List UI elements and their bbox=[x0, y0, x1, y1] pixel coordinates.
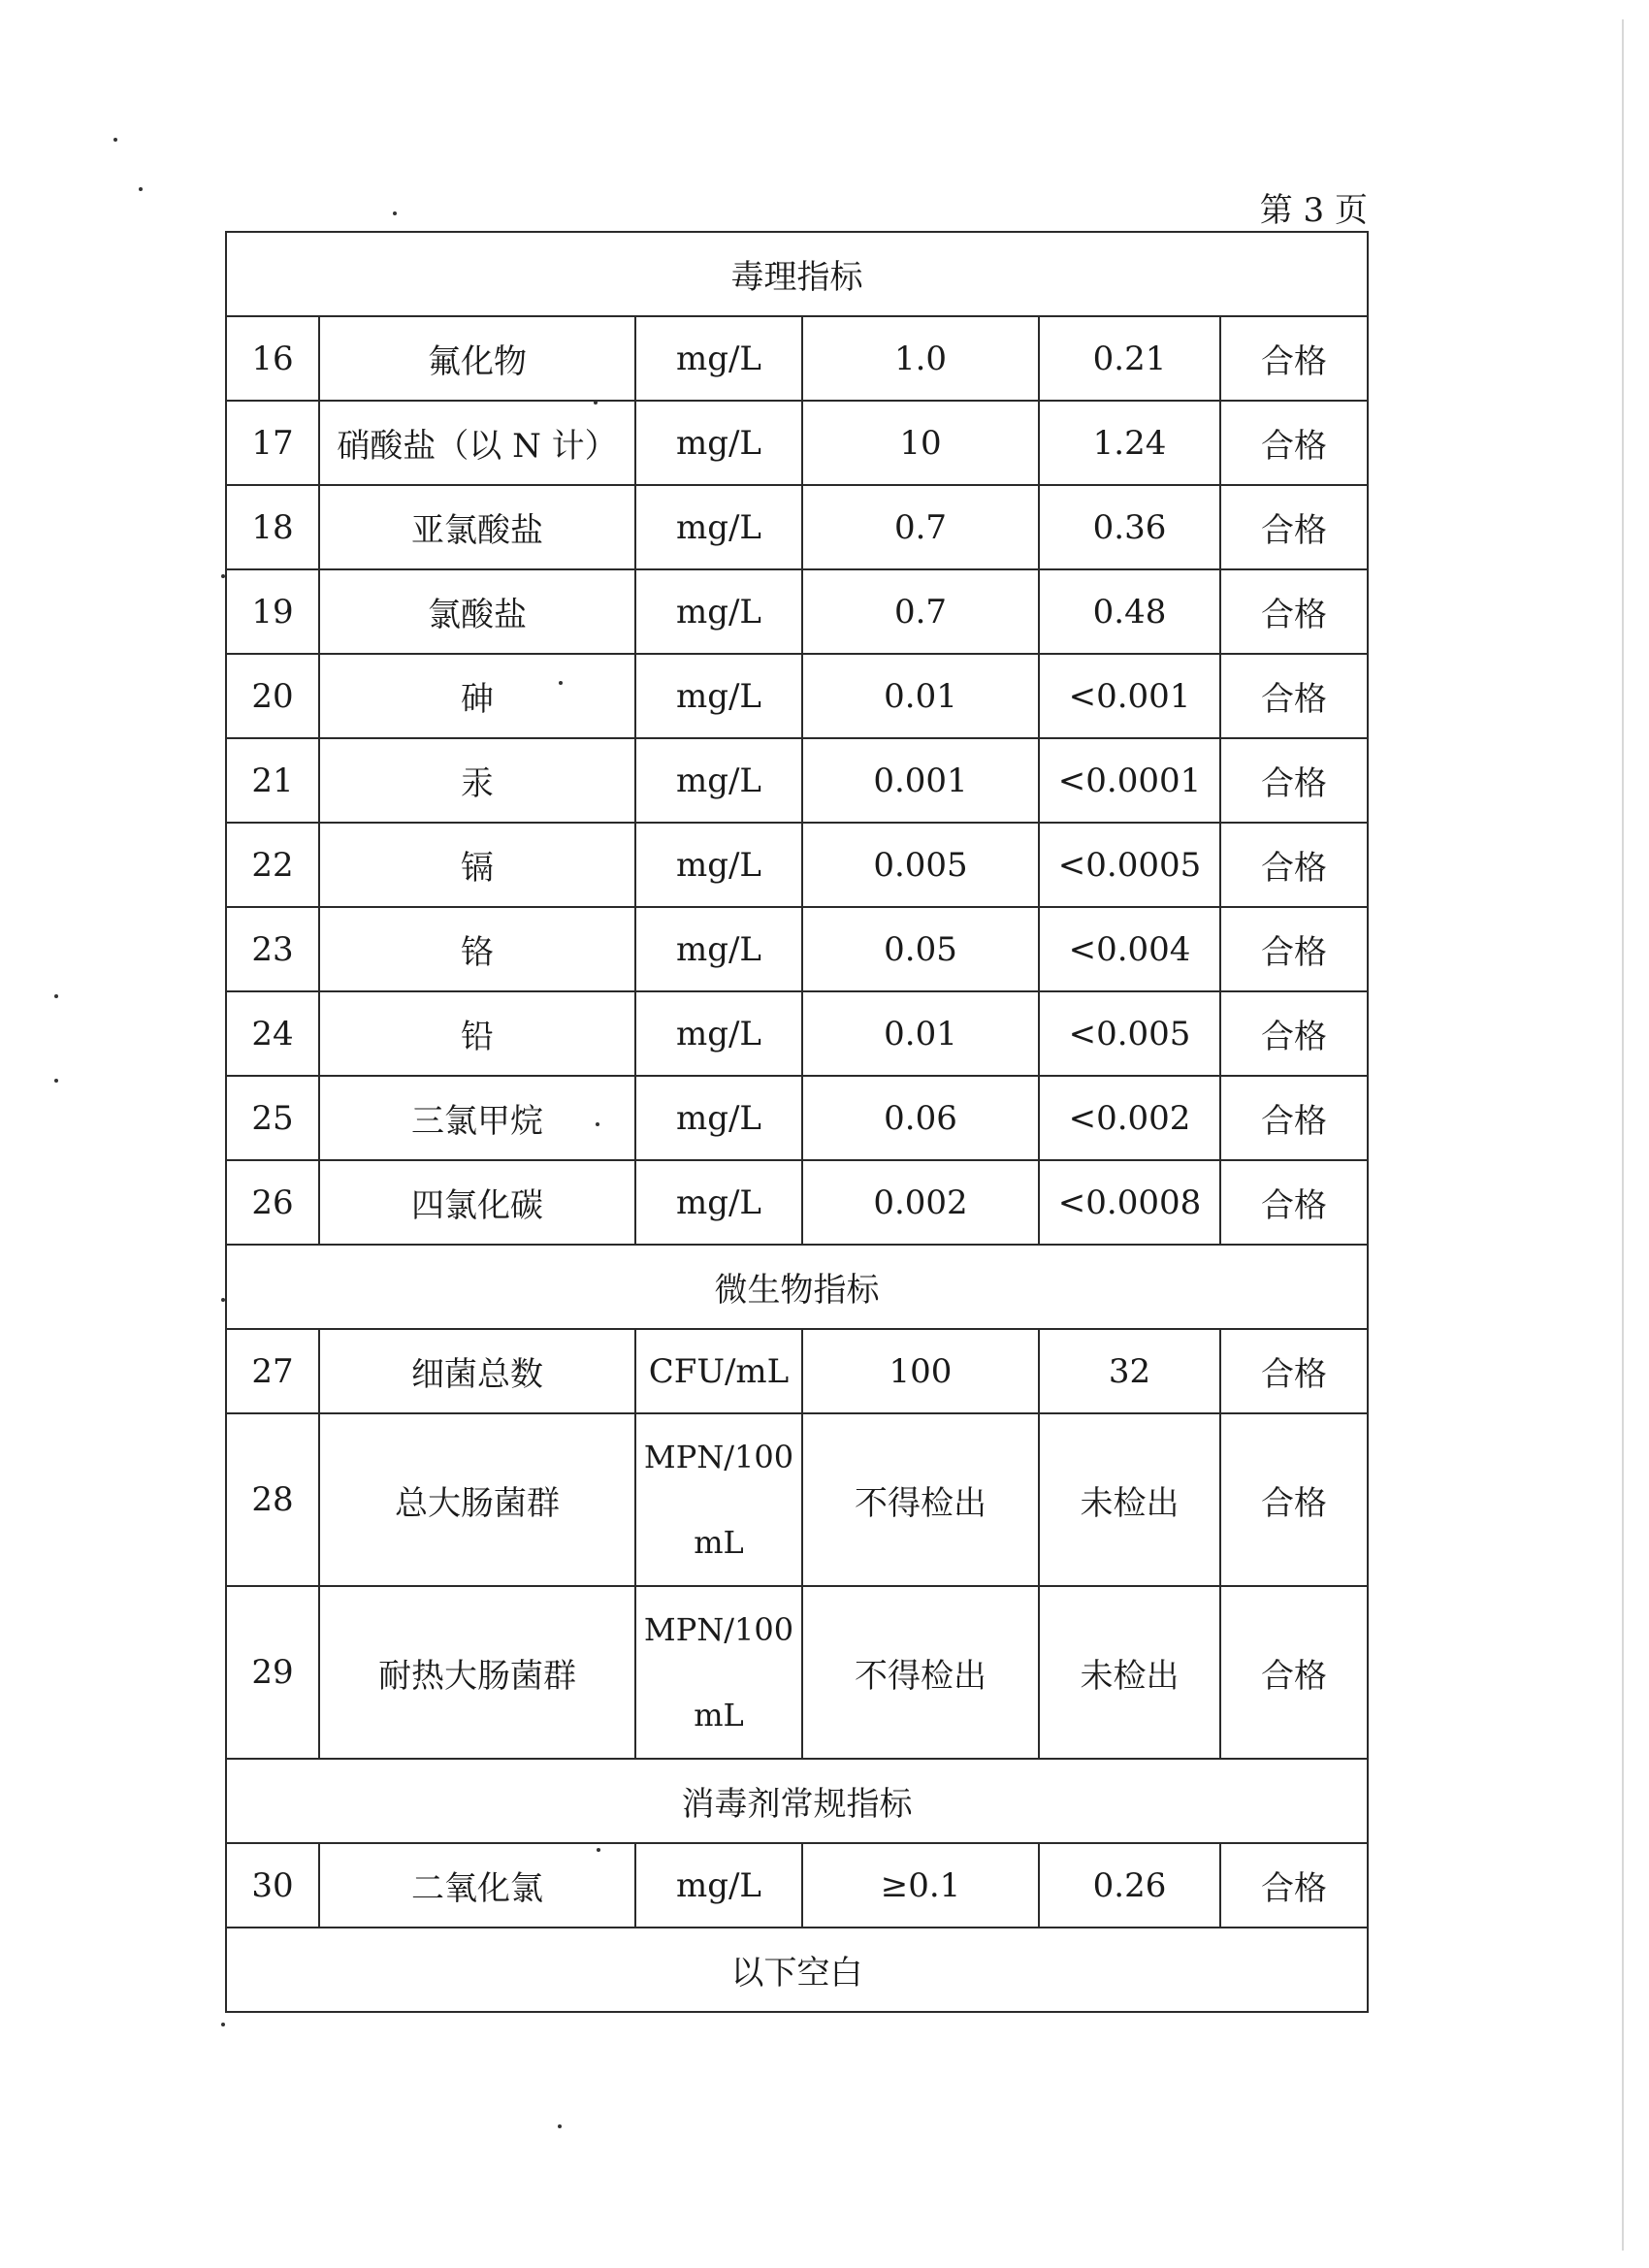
cell-result: <0.005 bbox=[1039, 991, 1220, 1076]
table-body bbox=[226, 232, 1368, 2012]
cell-unit: mg/L bbox=[635, 1076, 802, 1160]
cell-limit: 0.7 bbox=[802, 569, 1039, 654]
cell-result: <0.004 bbox=[1039, 907, 1220, 991]
cell-verdict: 合格 bbox=[1220, 569, 1368, 654]
cell-limit: 0.001 bbox=[802, 738, 1039, 823]
cell-result: 0.48 bbox=[1039, 569, 1220, 654]
scan-speck bbox=[54, 1079, 58, 1083]
cell-limit: 1.0 bbox=[802, 316, 1039, 401]
cell-no: 24 bbox=[226, 991, 319, 1076]
cell-item: 铬 bbox=[319, 907, 635, 991]
cell-result: <0.0008 bbox=[1039, 1160, 1220, 1245]
scan-speck bbox=[221, 1298, 225, 1302]
cell-no: 19 bbox=[226, 569, 319, 654]
table-row bbox=[226, 1076, 1368, 1160]
cell-no: 17 bbox=[226, 401, 319, 485]
cell-verdict: 合格 bbox=[1220, 401, 1368, 485]
cell-no: 21 bbox=[226, 738, 319, 823]
table-row bbox=[226, 991, 1368, 1076]
table-row bbox=[226, 1413, 1368, 1586]
table-row bbox=[226, 1843, 1368, 1928]
table-row bbox=[226, 569, 1368, 654]
table-row bbox=[226, 654, 1368, 738]
table-row bbox=[226, 401, 1368, 485]
cell-result: <0.0001 bbox=[1039, 738, 1220, 823]
cell-item: 氟化物 bbox=[319, 316, 635, 401]
cell-result: <0.002 bbox=[1039, 1076, 1220, 1160]
cell-limit: 0.002 bbox=[802, 1160, 1039, 1245]
cell-verdict: 合格 bbox=[1220, 1843, 1368, 1928]
cell-unit: mg/L bbox=[635, 1160, 802, 1245]
table-row bbox=[226, 485, 1368, 569]
cell-no: 18 bbox=[226, 485, 319, 569]
section-header-row bbox=[226, 1245, 1368, 1329]
cell-item: 硝酸盐（以 N 计） bbox=[319, 401, 635, 485]
scan-speck bbox=[221, 574, 225, 578]
cell-item: 耐热大肠菌群 bbox=[319, 1586, 635, 1759]
cell-unit: mg/L bbox=[635, 907, 802, 991]
cell-item: 四氯化碳 bbox=[319, 1160, 635, 1245]
cell-unit: mg/L bbox=[635, 316, 802, 401]
cell-limit: 10 bbox=[802, 401, 1039, 485]
scan-speck bbox=[139, 187, 143, 191]
cell-item: 细菌总数 bbox=[319, 1329, 635, 1413]
cell-item: 三氯甲烷 bbox=[319, 1076, 635, 1160]
scan-speck bbox=[113, 138, 117, 142]
scan-speck bbox=[597, 1848, 600, 1852]
cell-result: 0.21 bbox=[1039, 316, 1220, 401]
cell-limit: ≥0.1 bbox=[802, 1843, 1039, 1928]
cell-result: 0.36 bbox=[1039, 485, 1220, 569]
cell-result: 未检出 bbox=[1039, 1586, 1220, 1759]
table-row bbox=[226, 738, 1368, 823]
scan-speck bbox=[594, 401, 598, 405]
cell-no: 29 bbox=[226, 1586, 319, 1759]
cell-limit: 不得检出 bbox=[802, 1413, 1039, 1586]
table-row bbox=[226, 1329, 1368, 1413]
scan-speck bbox=[221, 2023, 225, 2026]
cell-item: 二氧化氯 bbox=[319, 1843, 635, 1928]
cell-verdict: 合格 bbox=[1220, 485, 1368, 569]
cell-unit: mg/L bbox=[635, 738, 802, 823]
cell-no: 25 bbox=[226, 1076, 319, 1160]
cell-verdict: 合格 bbox=[1220, 316, 1368, 401]
cell-no: 28 bbox=[226, 1413, 319, 1586]
cell-limit: 0.06 bbox=[802, 1076, 1039, 1160]
cell-unit: mg/L bbox=[635, 1843, 802, 1928]
section-header-row bbox=[226, 1759, 1368, 1843]
table-row bbox=[226, 1586, 1368, 1759]
cell-item: 汞 bbox=[319, 738, 635, 823]
cell-limit: 0.01 bbox=[802, 654, 1039, 738]
cell-unit: MPN/100 mL bbox=[635, 1413, 802, 1586]
section-title: 毒理指标 bbox=[226, 232, 1368, 316]
test-results-table bbox=[225, 231, 1369, 2013]
footer-row bbox=[226, 1928, 1368, 2012]
scan-speck bbox=[54, 994, 58, 998]
page-number: 第 3 页 bbox=[1259, 191, 1368, 230]
cell-no: 16 bbox=[226, 316, 319, 401]
cell-verdict: 合格 bbox=[1220, 823, 1368, 907]
page-edge-shadow bbox=[1622, 19, 1624, 2251]
blank-below-note: 以下空白 bbox=[226, 1928, 1368, 2012]
section-title: 微生物指标 bbox=[226, 1245, 1368, 1329]
cell-unit: CFU/mL bbox=[635, 1329, 802, 1413]
cell-verdict: 合格 bbox=[1220, 907, 1368, 991]
section-header-row bbox=[226, 232, 1368, 316]
cell-verdict: 合格 bbox=[1220, 1329, 1368, 1413]
cell-no: 23 bbox=[226, 907, 319, 991]
cell-item: 氯酸盐 bbox=[319, 569, 635, 654]
cell-result: <0.001 bbox=[1039, 654, 1220, 738]
cell-verdict: 合格 bbox=[1220, 991, 1368, 1076]
cell-unit: mg/L bbox=[635, 654, 802, 738]
cell-limit: 0.05 bbox=[802, 907, 1039, 991]
cell-verdict: 合格 bbox=[1220, 738, 1368, 823]
cell-result: 0.26 bbox=[1039, 1843, 1220, 1928]
table-row bbox=[226, 1160, 1368, 1245]
cell-verdict: 合格 bbox=[1220, 1160, 1368, 1245]
cell-limit: 0.01 bbox=[802, 991, 1039, 1076]
cell-unit: mg/L bbox=[635, 991, 802, 1076]
cell-limit: 100 bbox=[802, 1329, 1039, 1413]
cell-item: 总大肠菌群 bbox=[319, 1413, 635, 1586]
cell-verdict: 合格 bbox=[1220, 1413, 1368, 1586]
cell-no: 27 bbox=[226, 1329, 319, 1413]
cell-limit: 0.005 bbox=[802, 823, 1039, 907]
cell-unit: mg/L bbox=[635, 401, 802, 485]
cell-unit: MPN/100 mL bbox=[635, 1586, 802, 1759]
cell-result: 1.24 bbox=[1039, 401, 1220, 485]
cell-unit: mg/L bbox=[635, 823, 802, 907]
cell-no: 26 bbox=[226, 1160, 319, 1245]
cell-item: 砷 bbox=[319, 654, 635, 738]
cell-no: 20 bbox=[226, 654, 319, 738]
section-title: 消毒剂常规指标 bbox=[226, 1759, 1368, 1843]
cell-no: 22 bbox=[226, 823, 319, 907]
scan-speck bbox=[596, 1122, 599, 1126]
cell-result: 未检出 bbox=[1039, 1413, 1220, 1586]
cell-item: 亚氯酸盐 bbox=[319, 485, 635, 569]
table-row bbox=[226, 316, 1368, 401]
cell-verdict: 合格 bbox=[1220, 654, 1368, 738]
cell-unit: mg/L bbox=[635, 485, 802, 569]
scan-speck bbox=[393, 211, 397, 215]
table-row bbox=[226, 907, 1368, 991]
scan-speck bbox=[558, 2124, 562, 2128]
scan-speck bbox=[559, 681, 563, 685]
cell-item: 铅 bbox=[319, 991, 635, 1076]
cell-limit: 0.7 bbox=[802, 485, 1039, 569]
cell-unit: mg/L bbox=[635, 569, 802, 654]
cell-limit: 不得检出 bbox=[802, 1586, 1039, 1759]
cell-item: 镉 bbox=[319, 823, 635, 907]
cell-verdict: 合格 bbox=[1220, 1586, 1368, 1759]
cell-no: 30 bbox=[226, 1843, 319, 1928]
cell-result: <0.0005 bbox=[1039, 823, 1220, 907]
cell-verdict: 合格 bbox=[1220, 1076, 1368, 1160]
table-row bbox=[226, 823, 1368, 907]
cell-result: 32 bbox=[1039, 1329, 1220, 1413]
